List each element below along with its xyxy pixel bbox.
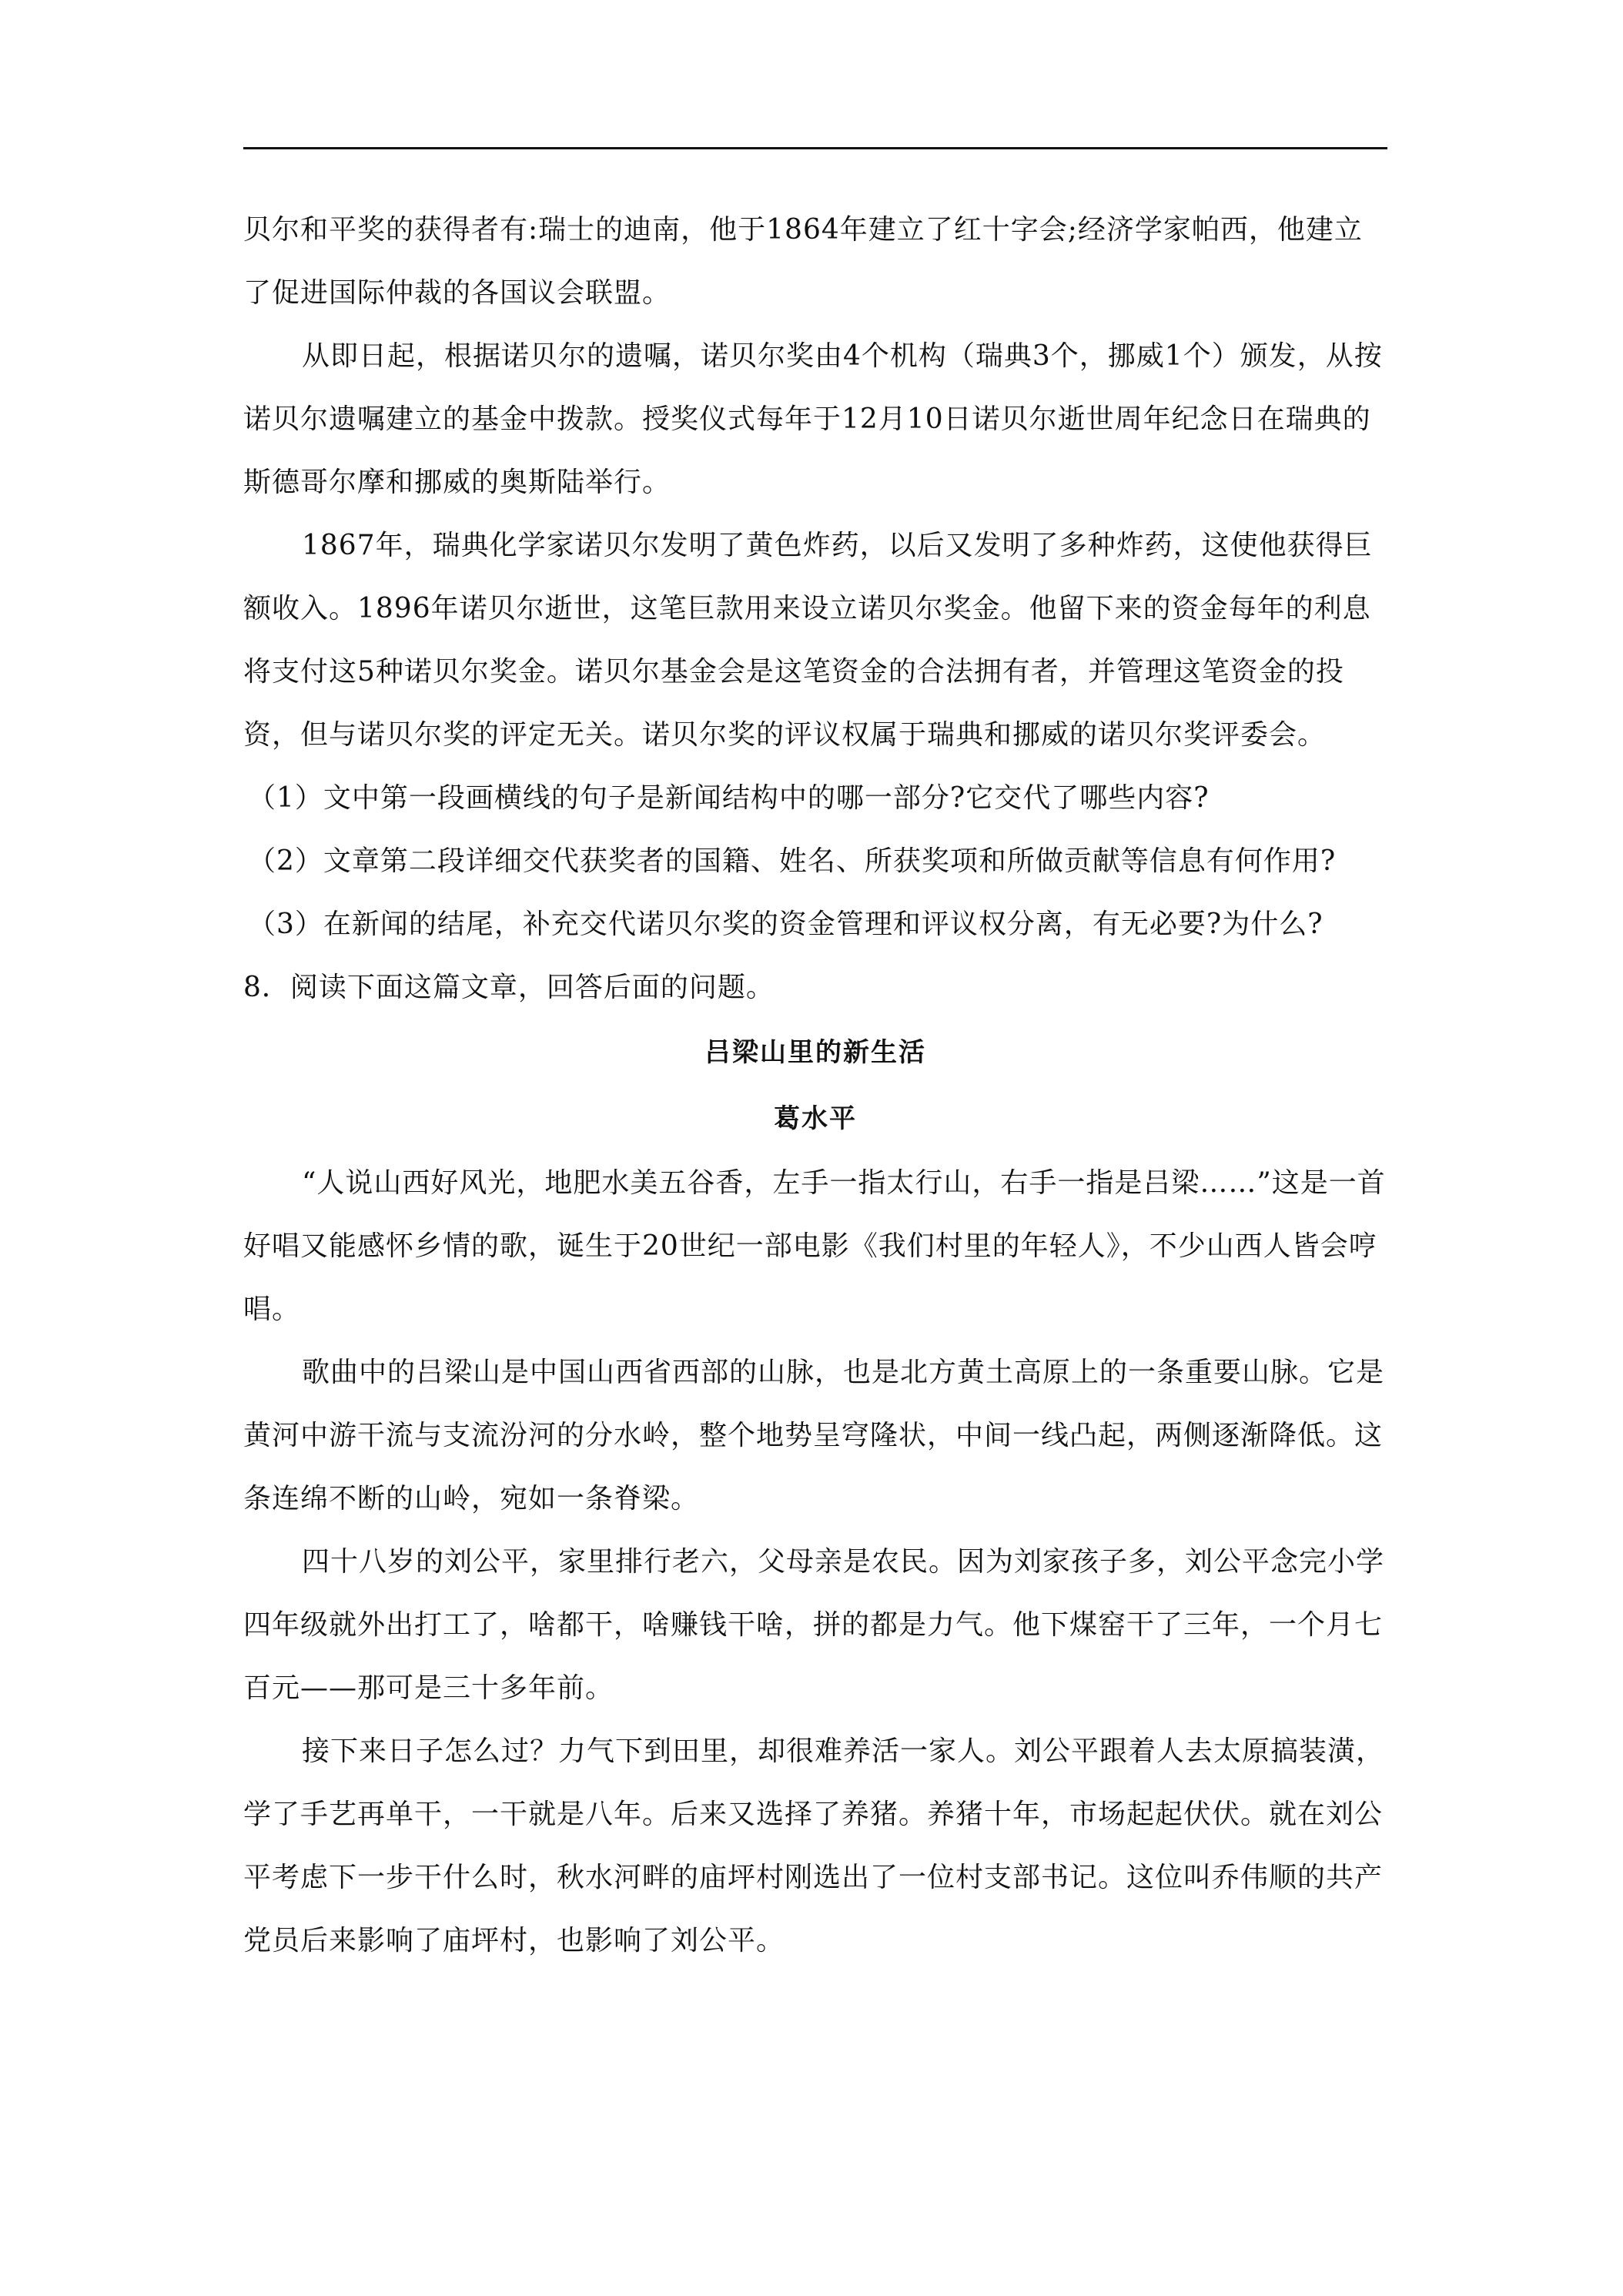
header-rule — [243, 147, 1387, 149]
news-paragraph-2: 从即日起，根据诺贝尔的遗嘱，诺贝尔奖由4个机构（瑞典3个，挪威1个）颁发，从按诺贝尔遗嘱建立的基金中拨款。授奖仪式每年于12月10日诺贝尔逝世周年纪念日在瑞典的斯德哥尔摩和挪威的奥斯陆举行。 — [243, 340, 1383, 498]
page-content — [243, 199, 1387, 1973]
article-paragraph-2: 歌曲中的吕梁山是中国山西省西部的山脉，也是北方黄土高原上的一条重要山脉。它是黄河中游干流与支流汾河的分水岭，整个地势呈穹隆状，中间一线凸起，两侧逐渐降低。这条连绵不断的山岭，宛如一条脊梁。 — [243, 1357, 1385, 1514]
item-8-instruction: 8．阅读下面这篇文章，回答后面的问题。 — [243, 972, 775, 1003]
article-title: 吕梁山里的新生活 — [704, 1037, 926, 1068]
article-paragraph-3: 四十八岁的刘公平，家里排行老六，父母亲是农民。因为刘家孩子多，刘公平念完小学四年级就外出打工了，啥都干，啥赚钱干啥，拼的都是力气。他下煤窑干了三年，一个月七百元——那可是三十多年前。 — [243, 1546, 1385, 1704]
news-paragraph-3: 1867年，瑞典化学家诺贝尔发明了黄色炸药，以后又发明了多种炸药，这使他获得巨额收入。1896年诺贝尔逝世，这笔巨款用来设立诺贝尔奖金。他留下来的资金每年的利息将支付这5种诺贝尔奖金。诺贝尔基金会是这笔资金的合法拥有者，并管理这笔资金的投资，但与诺贝尔奖的评定无关。诺贝尔奖的评议权属于瑞典和挪威的诺贝尔奖评委会。 — [243, 530, 1373, 751]
question-3: （3）在新闻的结尾，补充交代诺贝尔奖的资金管理和评议权分离，有无必要?为什么? — [248, 909, 1323, 940]
article-paragraph-4: 接下来日子怎么过？力气下到田里，却很难养活一家人。刘公平跟着人去太原搞装潢，学了手艺再单干，一干就是八年。后来又选择了养猪。养猪十年，市场起起伏伏。就在刘公平考虑下一步干什么时，秋水河畔的庙坪村刚选出了一位村支部书记。这位叫乔伟顺的共产党员后来影响了庙坪村，也影响了刘公平。 — [243, 1735, 1385, 1956]
question-2: （2）文章第二段详细交代获奖者的国籍、姓名、所获奖项和所做贡献等信息有何作用? — [248, 845, 1337, 877]
news-paragraph-1: 贝尔和平奖的获得者有:瑞士的迪南，他于1864年建立了红十字会;经济学家帕西，他建立了促进国际仲裁的各国议会联盟。 — [243, 214, 1363, 309]
article-paragraph-1: “人说山西好风光，地肥水美五谷香，左手一指太行山，右手一指是吕梁……”这是一首好唱又能感怀乡情的歌，诞生于20世纪一部电影《我们村里的年轻人》，不少山西人皆会哼唱。 — [243, 1167, 1386, 1325]
question-1: （1）文中第一段画横线的句子是新闻结构中的哪一部分?它交代了哪些内容? — [248, 782, 1210, 814]
article-author: 葛水平 — [774, 1103, 857, 1134]
